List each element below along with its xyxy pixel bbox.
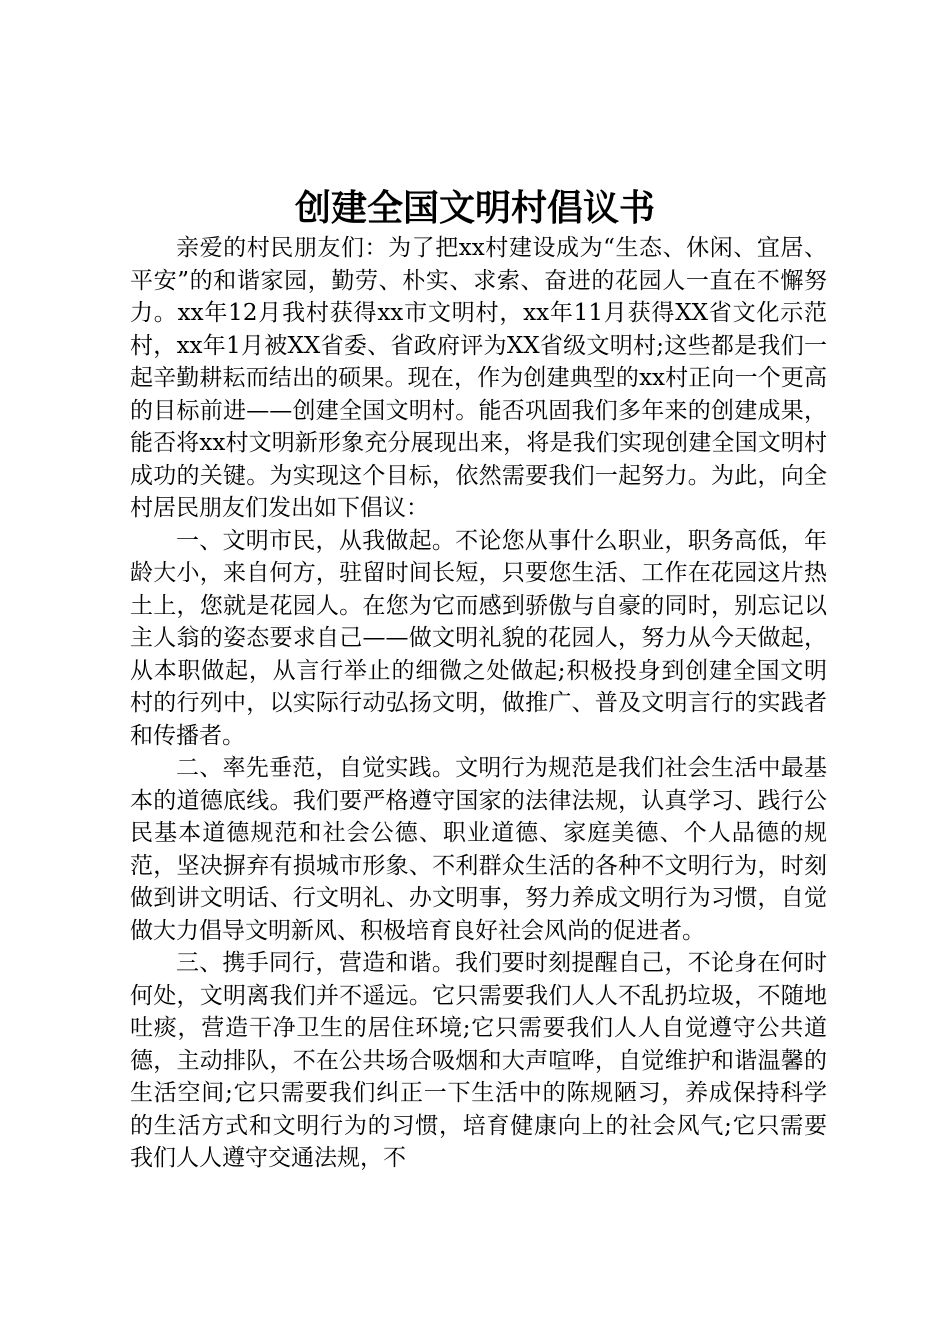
paragraph-item-2: 二、率先垂范，自觉实践。文明行为规范是我们社会生活中最基本的道德底线。我们要严格遵守国家的法律法规，认真学习、践行公民基本道德规范和社会公德、职业道德、家庭美德、个人品德的规范，坚决摒弃有损城市形象、不利群众生活的各种不文明行为，时刻做到讲文明话、行文明礼、办文明事，努力养成文明行为习惯，自觉做大力倡导文明新风、积极培育良好社会风尚的促进者。 <box>130 755 827 944</box>
document-title: 创建全国文明村倡议书 <box>294 188 655 229</box>
paragraph-item-1: 一、文明市民，从我做起。不论您从事什么职业，职务高低，年龄大小，来自何方，驻留时间长短，只要您生活、工作在花园这片热土上，您就是花园人。在您为它而感到骄傲与自豪的同时，别忘记以主人翁的姿态要求自己——做文明礼貌的花园人，努力从今天做起，从本职做起，从言行举止的细微之处做起;积极投身到创建全国文明村的行列中，以实际行动弘扬文明，做推广、普及文明言行的实践者和传播者。 <box>130 527 827 749</box>
paragraph-item-3: 三、携手同行，营造和谐。我们要时刻提醒自己，不论身在何时何处，文明离我们并不遥远。它只需要我们人人不乱扔垃圾，不随地吐痰，营造干净卫生的居住环境;它只需要我们人人自觉遵守公共道德，主动排队，不在公共场合吸烟和大声喧哗，自觉维护和谐温馨的生活空间;它只需要我们纠正一下生活中的陈规陋习，养成保持科学的生活方式和文明行为的习惯，培育健康向上的社会风气;它只需要我们人人遵守交通法规，不 <box>130 950 827 1171</box>
document-body <box>130 232 827 1175</box>
paragraph-intro: 亲爱的村民朋友们：为了把xx村建设成为“生态、休闲、宜居、平安”的和谐家园，勤劳、朴实、求索、奋进的花园人一直在不懈努力。xx年12月我村获得xx市文明村，xx年11月获得XX省文化示范村，xx年1月被XX省委、省政府评为XX省级文明村;这些都是我们一起辛勤耕耘而结出的硕果。现在，作为创建典型的xx村正向一个更高的目标前进——创建全国文明村。能否巩固我们多年来的创建成果，能否将xx村文明新形象充分展现出来，将是我们实现创建全国文明村成功的关键。为实现这个目标，依然需要我们一起努力。为此，向全村居民朋友们发出如下倡议： <box>130 235 827 521</box>
